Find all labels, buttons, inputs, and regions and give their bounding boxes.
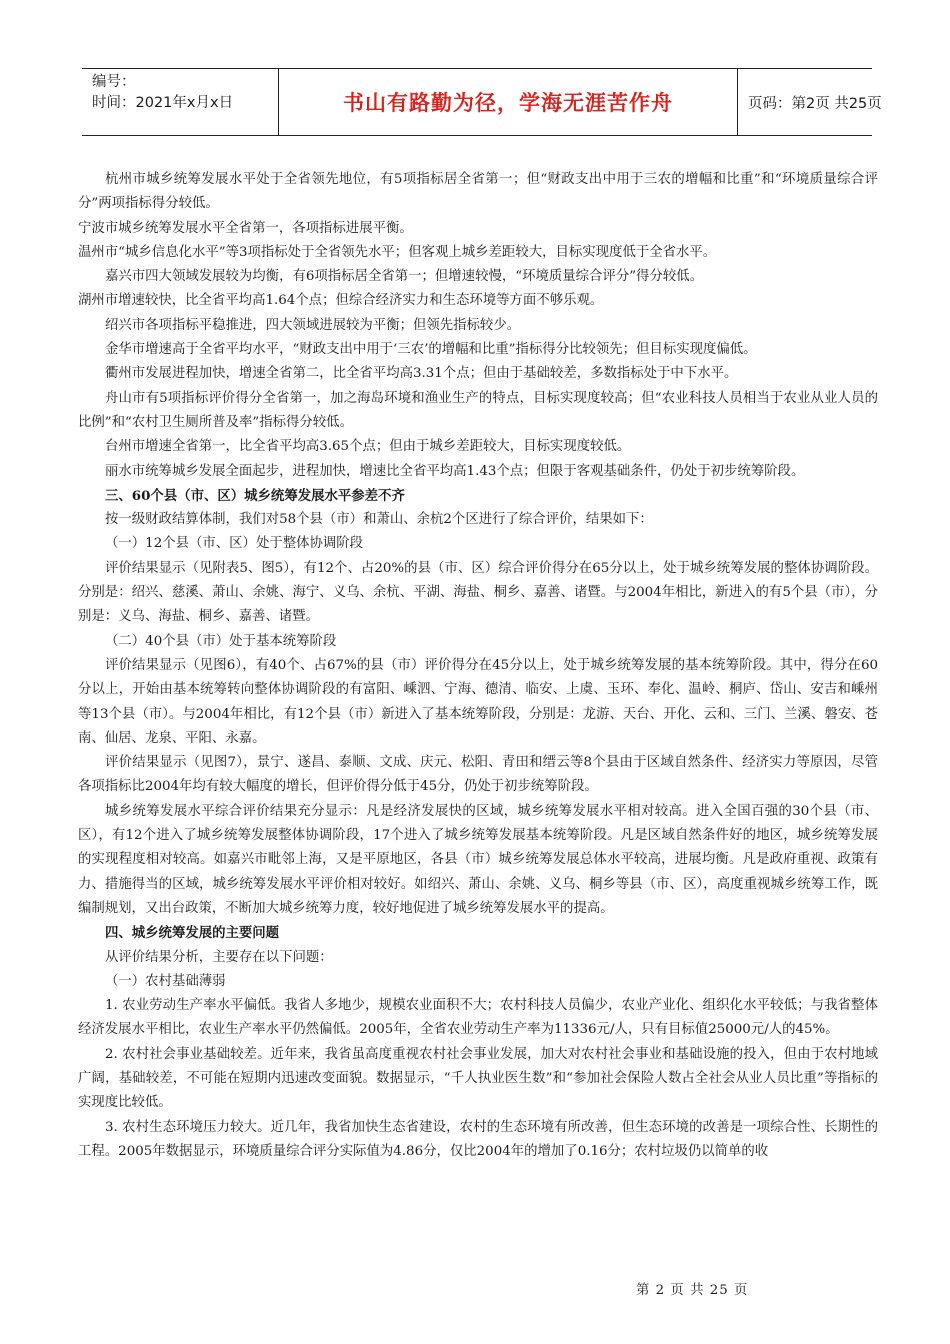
header-motto: 书山有路勤为径，学海无涯苦作舟 (279, 69, 738, 135)
body-paragraph: 从评价结果分析，主要存在以下问题： (105, 949, 333, 965)
body-paragraph: （二）40个县（市）处于基本统筹阶段 (105, 633, 337, 649)
body-paragraph: 评价结果显示（见图6），有40个、占67%的县（市）评价得分在45分以上，处于城乡统筹发展的基本统筹阶段。其中，得分在60分以上，开始由基本统筹转向整体协调阶段的有富阳、嵊泗、宁海、德清、临安、上虞、玉环、奉化、温岭、桐庐、岱山、安吉和嵊州等13个县（市）。与2004年相比，有12个县（市）新进入了基本统筹阶段，分别是：龙游、天台、开化、云和、三门、兰溪、磐安、苍南、仙居、龙泉、平阳、永嘉。 (78, 657, 878, 746)
section-heading: 四、城乡统筹发展的主要问题 (105, 925, 280, 942)
body-paragraph: 城乡统筹发展水平综合评价结果充分显示：凡是经济发展快的区域，城乡统筹发展水平相对较高。进入全国百强的30个县（市、区），有12个进入了城乡统筹发展整体协调阶段，17个进入了城乡统筹发展基本统筹阶段。凡是区域自然条件好的地区，城乡统筹发展的实现程度相对较高。如嘉兴市毗邻上海，又是平原地区，各县（市）城乡统筹发展总体水平较高，进展均衡。凡是政府重视、政策有力、措施得当的区域，城乡统筹发展水平评价相对较好。如绍兴、萧山、余姚、义乌、桐乡等县（市、区），高度重视城乡统筹工作，既编制规划，又出台政策，不断加大城乡统筹力度，较好地促进了城乡统筹发展水平的提高。 (78, 803, 878, 916)
body-paragraph: 1. 农业劳动生产率水平偏低。我省人多地少，规模农业面积不大；农村科技人员偏少，农业产业化、组织化水平较低；与我省整体经济发展水平相比，农业生产率水平仍然偏低。2005年，全省农业劳动生产率为11336元/人，只有目标值25000元/人的45%。 (78, 998, 878, 1038)
header-info-cell (82, 69, 279, 135)
header-page-number: 页码：第2页 共25页 (748, 95, 882, 112)
document-body (78, 168, 878, 1164)
body-paragraph: 3. 农村生态环境压力较大。近几年，我省加快生态省建设，农村的生态环境有所改善，但生态环境的改善是一项综合性、长期性的工程。2005年数据显示，环境质量综合评分实际值为4.86分，仅比2004年的增加了0.16分；农村垃圾仍以简单的收 (78, 1119, 878, 1159)
page-header (82, 68, 882, 136)
body-paragraph: 杭州市城乡统筹发展水平处于全省领先地位，有5项指标居全省第一；但“财政支出中用于三农的增幅和比重”和“环境质量综合评分”两项指标得分较低。 (78, 172, 878, 212)
page-footer: 第 2 页 共 25 页 (636, 1283, 749, 1298)
body-paragraph: 台州市增速全省第一，比全省平均高3.65个点；但由于城乡差距较大，目标实现度较低。 (105, 439, 631, 455)
body-paragraph: 湖州市增速较快，比全省平均高1.64个点；但综合经济实力和生态环境等方面不够乐观。 (78, 293, 604, 309)
section-heading: 三、60个县（市、区）城乡统筹发展水平参差不齐 (105, 487, 405, 504)
body-paragraph: 评价结果显示（见附表5、图5），有12个、占20%的县（市、区）综合评价得分在65分以上，处于城乡统筹发展的整体协调阶段。分别是：绍兴、慈溪、萧山、余姚、海宁、义乌、余杭、平湖、海盐、桐乡、嘉善、诸暨。与2004年相比，新进入的有5个县（市），分别是：义乌、海盐、桐乡、嘉善、诸暨。 (78, 560, 878, 625)
body-paragraph: 2. 农村社会事业基础较差。近年来，我省虽高度重视农村社会事业发展，加大对农村社会事业和基础设施的投入，但由于农村地域广阔，基础较差，不可能在短期内迅速改变面貌。数据显示，“千人执业医生数”和“参加社会保险人数占全社会从业人员比重”等指标的实现度比较低。 (78, 1046, 878, 1111)
body-paragraph: 绍兴市各项指标平稳推进，四大领域进展较为平衡；但领先指标较少。 (105, 317, 521, 333)
body-paragraph: 丽水市统筹城乡发展全面起步，进程加快，增速比全省平均高1.43个点；但限于客观基础条件，仍处于初步统筹阶段。 (105, 463, 805, 479)
body-paragraph: 舟山市有5项指标评价得分全省第一，加之海岛环境和渔业生产的特点，目标实现度较高；但“农业科技人员相当于农业从业人员的比例”和“农村卫生厕所普及率”指标得分较低。 (78, 390, 878, 430)
body-paragraph: 按一级财政结算体制，我们对58个县（市）和萧山、余杭2个区进行了综合评价，结果如下： (105, 512, 653, 528)
body-paragraph: 评价结果显示（见图7），景宁、遂昌、泰顺、文成、庆元、松阳、青田和缙云等8个县由于区域自然条件、经济实力等原因，尽管各项指标比2004年均有较大幅度的增长，但评价得分低于45分，仍处于初步统筹阶段。 (78, 755, 878, 795)
document-time-label: 时间：2021年x月x日 (92, 95, 234, 111)
document-number-label: 编号： (92, 74, 136, 90)
body-paragraph: 衢州市发展进程加快，增速全省第二，比全省平均高3.31个点；但由于基础较差，多数指标处于中下水平。 (105, 366, 738, 382)
body-paragraph: （一）12个县（市、区）处于整体协调阶段 (105, 536, 364, 552)
body-paragraph: 金华市增速高于全省平均水平，“财政支出中用于‘三农’的增幅和比重”指标得分比较领先；但目标实现度偏低。 (105, 342, 757, 358)
body-paragraph: 嘉兴市四大领域发展较为均衡，有6项指标居全省第一；但增速较慢，“环境质量综合评分”得分较低。 (105, 269, 704, 285)
body-paragraph: （一）农村基础薄弱 (105, 973, 226, 989)
body-paragraph: 温州市“城乡信息化水平”等3项指标处于全省领先水平；但客观上城乡差距较大，目标实现度低于全省水平。 (78, 244, 717, 260)
body-paragraph: 宁波市城乡统筹发展水平全省第一，各项指标进展平衡。 (78, 220, 413, 236)
